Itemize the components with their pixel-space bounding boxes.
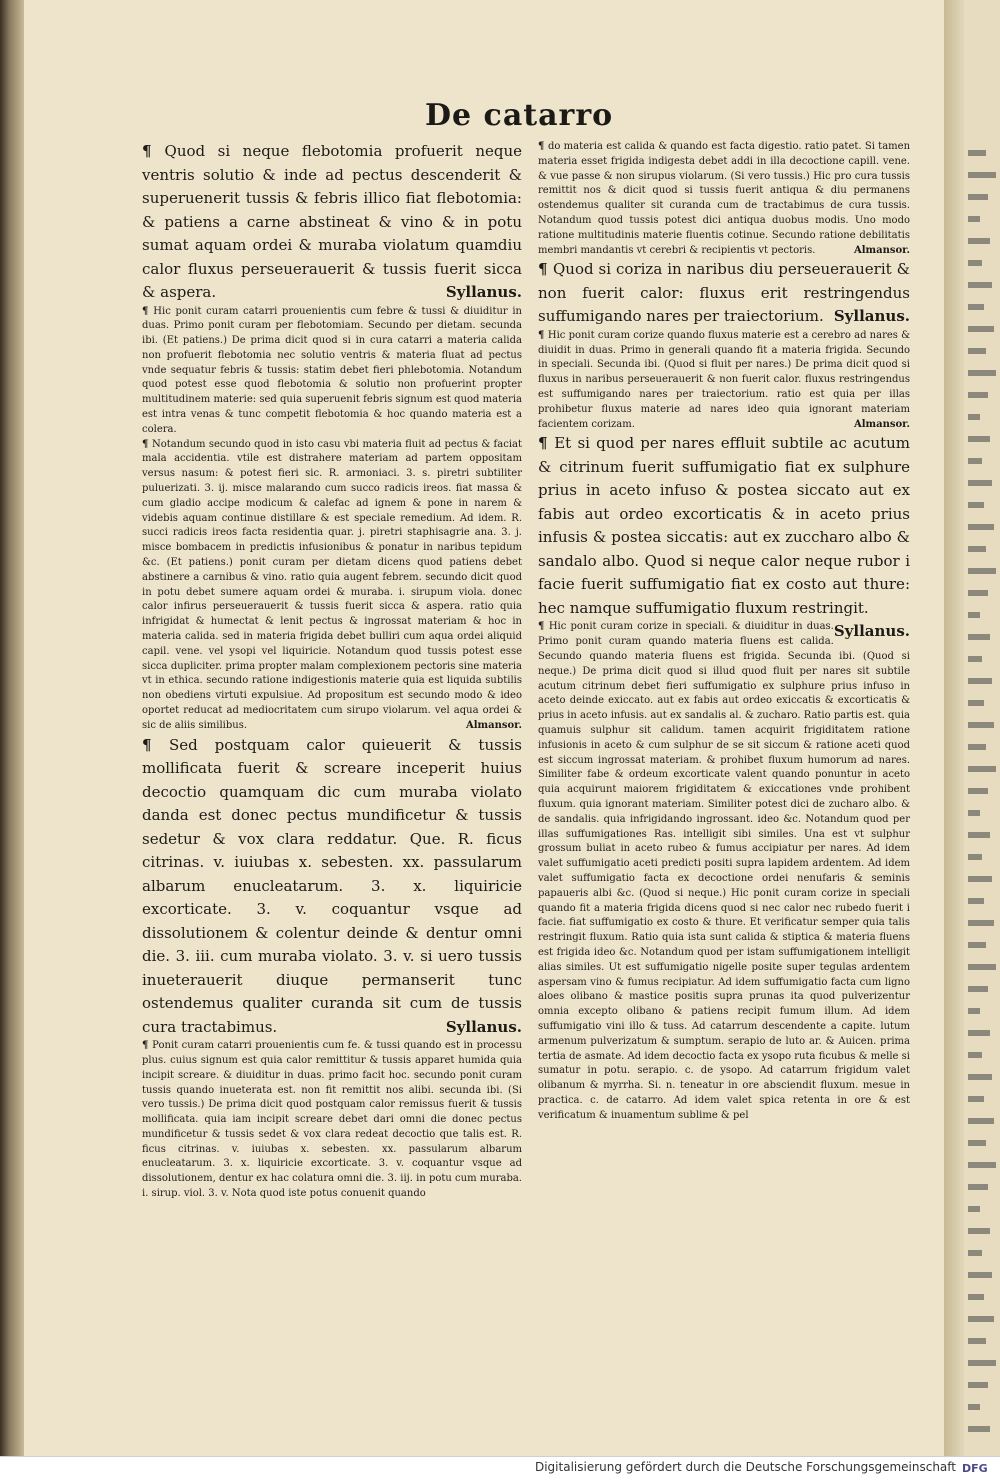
pilcrow-icon: ¶ <box>538 434 555 453</box>
adjacent-page-text-line <box>968 612 980 618</box>
commentary-paragraph <box>538 620 910 1123</box>
adjacent-page-text-line <box>968 436 990 442</box>
adjacent-page-text-line <box>968 634 990 640</box>
adjacent-page-text-line <box>968 1360 996 1366</box>
adjacent-page-text-line <box>968 590 988 596</box>
paragraph-text: Hic ponit curam corize quando fluxus materie est a cerebro ad nares & diuidit in duas. Primo in generali quando fit a materia frigida. Secundo in speciali. Secunda ibi. (Quod si fluit per nares.) De prima dicit quod si fluxus in naribus perseuerauerit & non fuerit calor. fluxus restringendus est suffumigando nares per traiectorium. ratio est quia per illas prohibetur fluxus materie ad nares ideo quia ignorant materiam facientem corizam. <box>538 329 910 430</box>
source-attribution: Syllanus. <box>445 283 522 301</box>
adjacent-page-text-line <box>968 1404 980 1410</box>
adjacent-page-text-line <box>968 722 994 728</box>
commentary-paragraph <box>538 329 910 433</box>
pilcrow-icon: ¶ <box>538 260 553 279</box>
adjacent-page-text-line <box>968 480 992 486</box>
source-attribution: Syllanus. <box>833 622 910 641</box>
adjacent-page-text-line <box>968 1052 982 1058</box>
adjacent-page-text-line <box>968 964 996 970</box>
source-attribution: Almansor. <box>853 244 910 256</box>
adjacent-page-text-line <box>968 766 996 772</box>
commentary-paragraph <box>142 438 522 734</box>
right-column <box>538 140 910 1124</box>
adjacent-page-text-line <box>968 1140 986 1146</box>
adjacent-page-text-line <box>968 1382 988 1388</box>
adjacent-page-text-line <box>968 1272 992 1278</box>
commentary-paragraph <box>142 1039 522 1202</box>
adjacent-page-text-line <box>968 788 988 794</box>
adjacent-page-text-line <box>968 370 996 376</box>
pilcrow-icon: ¶ <box>142 735 169 754</box>
adjacent-page-text-line <box>968 326 994 332</box>
footer-credit: Digitalisierung gefördert durch die Deutsche Forschungsgemeinschaft <box>534 1460 956 1474</box>
adjacent-page-text-line <box>968 348 986 354</box>
adjacent-page-text-line <box>968 568 996 574</box>
adjacent-page-text-line <box>968 1338 986 1344</box>
adjacent-page-text-line <box>968 1162 996 1168</box>
adjacent-page-text-line <box>968 260 982 266</box>
paragraph-text: do materia est calida & quando est facta digestio. ratio patet. Si tamen materia esset frigida indigesta debet addi in illa decoctione capill. vene. & vue passe & non sirupus violarum. (Si vero tussis.) Hic pro cura tussis remittit nos & dicit quod si tussis fuerit antiqua & diu permanens ostendemus qualiter sit curanda cum de tractabimus de cura tussis. Notandum quod tussis potest dici antiqua duobus modis. Uno modo ratione multitudinis materie fluentis cotinue. Secundo ratione debilitatis membri mandantis vt cerebri & recipientis vt pectoris. <box>538 141 911 256</box>
book-spine <box>0 0 24 1456</box>
footer-bar <box>0 1456 1000 1481</box>
paragraph-text: Et si quod per nares effluit subtile ac acutum & citrinum fuerit suffumigatio fiat ex sulphure prius in aceto infuso & postea siccato aut ex fabis aut ordeo excorticatis & in aceto prius infusis & postea siccatis: aut ex zuccharo albo & sandalo albo. Quod si neque calor neque rubor i facie fuerit suffumigatio fiat ex costo aut thure: hec namque suffumigatio fluxum restringit. <box>538 434 910 617</box>
page-fore-edge <box>944 0 964 1456</box>
adjacent-page-edge <box>964 0 1000 1456</box>
adjacent-page-text-line <box>968 1206 980 1212</box>
pilcrow-icon: ¶ <box>538 329 548 341</box>
adjacent-page-text-line <box>968 678 992 684</box>
paragraph-text: Hic ponit curam catarri prouenientis cum febre & tussi & diuiditur in duas. Primo ponit curam per flebotomiam. Secundo per dietam. secunda ibi. (Et patiens.) De prima dicit quod si in cura catarri a materia calida non profuerit flebotomia nec solutio ventris & materia fluat ad pectus vnde sequatur febris & tussis: statim debet fieri phlebotomia. Notandum quod potest esse quod flebotomia & solutio non profuerint propter multitudinem materie: sed quia superuenit febris signum est quod materia est intra venas & tunc competit flebotomia & hoc quando materia est a colera. <box>142 305 522 435</box>
paragraph-text: Hic ponit curam corize in speciali. & diuiditur in duas. Primo ponit curam quando materia fluens est calida. Secundo quando materia fluens est frigida. Secunda ibi. (Quod si neque.) De prima dicit quod si illud quod fluit per nares sit subtile acutum citrinum debet fieri suffumigatio ex sulphure prius infuso in aceto deinde exiccato. aut ex fabis aut ordeo exiccatis & excorticatis & prius in aceto infusis. aut ex sandalis al. & zucharo. Ratio partis est. quia quamuis sulphur sit calidum. tamen acquirit frigiditatem ratione infusionis in aceto & cum sulphur de se sit siccum & ratione aceti quod est siccum ingrossat materiam. & prohibet fluxum humorum ad nares. Similiter fabe & ordeum excorticate valent quando ponuntur in aceto quia acquirunt maiorem frigiditatem & exiccationes vnde prohibent fluxum. quia ignorant materiam. Similiter potest dici de zucharo albo. & de sandalis. quia infrigidando ingrossant. ideo &c. Notandum quod per illas suffumigationes Ras. intelligit sibi similes. Una est vt sulphur grossum buliat in aceto rubeo & fumus accipiatur per nares. Ad idem valet suffumigatio aceti predicti positi supra lapidem ardentem. Ad idem valet suffumigatio facta ex decoctione ordei nenufaris & seminis papaueris albi &c. (Quod si neque.) Hic ponit curam corize in speciali quando fit a materia frigida dicens quod si nec calor nec rubedo fuerit i facie. fiat suffumigatio ex costo & thure. Et verificatur semper quia talis restringit fluxum. Ratio quia ista sunt calida & stiptica & materia fluens est frigida ideo &c. Notandum quod per istam suffumigationem intelligit alias similes. Ut est suffumigatio nigelle posite super tegulas ardentem aspersam vino & fumus recipiatur. Ad idem suffumigatio facta cum ligno aloes olibano & mastice positis supra prunas ita quod pulverizentur omnia excepto olibano & patiens recipit fumum illum. Ad idem suffumigatio vini illo & tuss. Ad catarrum descendente a capite. lutum armenum pulverizatum & sumptum. serapio de luto ar. & Auicen. prima tertia de asmate. Ad idem decoctio facta ex ysopo ruta ficubus & melle si sumatur in potu. serapio. c. de ysopo. Ad catarrum frigidum valet olibanum & myrrha. Si. n. teneatur in ore absciendit fluxum. mesue in practica. c. de catarro. Ad idem valet spica retenta in ore & est verificatum & inuamentum sublime & pel <box>538 621 910 1121</box>
commentary-paragraph <box>538 140 910 258</box>
page-heading: De catarro <box>425 98 614 133</box>
main-text-paragraph <box>538 432 910 641</box>
paragraph-text: Quod si coriza in naribus diu perseuerauerit & non fuerit calor: fluxus erit restringendus suffumigando nares per traiectorium. <box>538 260 910 326</box>
adjacent-page-text-line <box>968 744 986 750</box>
adjacent-page-text-line <box>968 546 986 552</box>
adjacent-page-text-line <box>968 1008 980 1014</box>
adjacent-page-text-line <box>968 1096 984 1102</box>
main-text-paragraph <box>142 140 522 305</box>
source-attribution: Almansor. <box>465 719 522 731</box>
adjacent-page-text-line <box>968 1294 984 1300</box>
adjacent-page-text-line <box>968 656 982 662</box>
adjacent-page-text-line <box>968 1074 992 1080</box>
adjacent-page-text-line <box>968 304 984 310</box>
adjacent-page-text-line <box>968 986 988 992</box>
adjacent-page-text-line <box>968 1250 982 1256</box>
adjacent-page-text-line <box>968 876 992 882</box>
source-attribution: Syllanus. <box>445 1017 522 1036</box>
dfg-logo: DFG <box>962 1462 988 1475</box>
adjacent-page-text-line <box>968 832 990 838</box>
paragraph-text: Sed postquam calor quieuerit & tussis mollificata fuerit & screare inceperit huius decoctio quamquam dic cum muraba violato danda est donec pectus mundificetur & tussis sedetur & vox clara reddatur. Que. R. ficus citrinas. v. iuiubas x. sebesten. xx. passularum albarum enucleatarum. 3. x. liquiricie excorticate. 3. v. coquantur vsque ad dissolutionem & colentur deinde & dentur omni die. 3. iii. cum muraba violato. 3. v. si uero tussis inueterauerit diuque permanserit tunc ostendemus qualiter curanda sit cum de tussis cura tractabimus. <box>142 735 522 1036</box>
pilcrow-icon: ¶ <box>538 141 548 152</box>
paragraph-text: Quod si neque flebotomia profuerit neque ventris solutio & inde ad pectus descenderit & superuenerit tussis & febris illico fiat flebotomia: & patiens a carne abstineat & vino & in potu sumat aquam ordei & muraba violatum quamdiu calor fluxus perseuerauerit & tussis fuerit sicca & aspera. <box>142 142 523 301</box>
adjacent-page-text-line <box>968 502 984 508</box>
pilcrow-icon: ¶ <box>538 621 549 633</box>
adjacent-page-text-line <box>968 282 992 288</box>
left-column <box>142 140 522 1202</box>
paragraph-text: Ponit curam catarri prouenientis cum fe. & tussi quando est in processu plus. cuius signum est quia calor remittitur & tussis apparet humida quia incipit screare. & diuiditur in duas. primo facit hoc. secundo ponit curam tussis quando inueterata est. non fit remittit nos alibi. secunda ibi. (Si vero tussis.) De prima dicit quod postquam calor remissus fuerit & tussis mollificata. quia iam incipit screare debet dari omni die donec pectus mundificetur & tussis sedet & vox clara redeat decoctio que talis est. R. ficus citrinas. v. iuiubas x. sebesten. xx. passularum albarum enucleatarum. 3. x. liquiricie excorticate. 3. v. coquantur vsque ad dissolutionem, dentur ex hac colatura omni die. 3. iij. in potu cum muraba. i. sirup. viol. 3. v. Nota quod iste potus conuenit quando <box>142 1040 523 1200</box>
pilcrow-icon: ¶ <box>142 305 154 317</box>
adjacent-page-text-line <box>968 1118 994 1124</box>
adjacent-page-text-line <box>968 942 986 948</box>
adjacent-page-text-line <box>968 1184 988 1190</box>
adjacent-page-text-line <box>968 392 988 398</box>
adjacent-page-text-line <box>968 150 986 156</box>
adjacent-page-text-line <box>968 524 994 530</box>
pilcrow-icon: ¶ <box>142 142 165 160</box>
source-attribution: Syllanus. <box>833 307 910 326</box>
adjacent-page-text-line <box>968 238 990 244</box>
adjacent-page-text-line <box>968 854 982 860</box>
adjacent-page-text-line <box>968 1228 990 1234</box>
adjacent-page-text-line <box>968 920 994 926</box>
adjacent-page-text-line <box>968 172 996 178</box>
source-attribution: Almansor. <box>853 418 910 430</box>
adjacent-page-text-line <box>968 1316 994 1322</box>
pilcrow-icon: ¶ <box>142 438 152 450</box>
adjacent-page-text-line <box>968 194 988 200</box>
adjacent-page-text-line <box>968 414 980 420</box>
adjacent-page-text-line <box>968 700 984 706</box>
main-text-paragraph <box>538 258 910 329</box>
adjacent-page-text-line <box>968 1030 990 1036</box>
adjacent-page-text-line <box>968 1426 990 1432</box>
adjacent-page-text-line <box>968 458 982 464</box>
paragraph-text: Notandum secundo quod in isto casu vbi materia fluit ad pectus & faciat mala accidentia. vtile est distrahere materiam ad partem oppositam versus nasum: & potest fieri sic. R. armoniaci. 3. s. piretri subtiliter puluerizati. 3. ij. misce malarando cum succo radicis ireos. fiat massa & cum gladio accipe modicum & calefac ad ignem & pone in narem & videbis aquam continue distillare & est speciale remedium. Ad idem. R. succi radicis ireos facta residentia quar. j. piretri staphisagrie ana. 3. j. misce bombacem in predictis infusionibus & ponatur in naribus tepidum &c. (Et patiens.) ponit curam per dietam dicens quod patiens debet abstinere a carnibus & vino. ratio quia augent febrem. secundo dicit quod in potu debet sumere aquam ordei & muraba. i. sirupum viola. donec calor infirus perseuerauerit & tussis fuerit sicca & aspera. ratio quia infrigidat & humectat & lenit pectus & ingrossat materiam & hoc in materia calida. sed in materia frigida debet bulliri cum aqua ordei aliquid capil. vene. vel ysopi vel liquiricie. Notandum quod tussis potest esse sicca dupliciter. prima propter malam complexionem pectoris sine materia vt in ethica. secundo ratione indigestionis materie quia est liquida subtilis non obediens virtuti expulsiue. Ad propositum est secundo modo & ideo oportet reducat ad mediocritatem cum sirupo violarum. vel aqua ordei & sic de aliis similibus. <box>142 438 522 731</box>
pilcrow-icon: ¶ <box>142 1040 153 1052</box>
commentary-paragraph <box>142 305 522 438</box>
adjacent-page-text-line <box>968 810 980 816</box>
adjacent-page-text-line <box>968 216 980 222</box>
main-text-paragraph <box>142 734 522 1040</box>
adjacent-page-text-line <box>968 898 984 904</box>
